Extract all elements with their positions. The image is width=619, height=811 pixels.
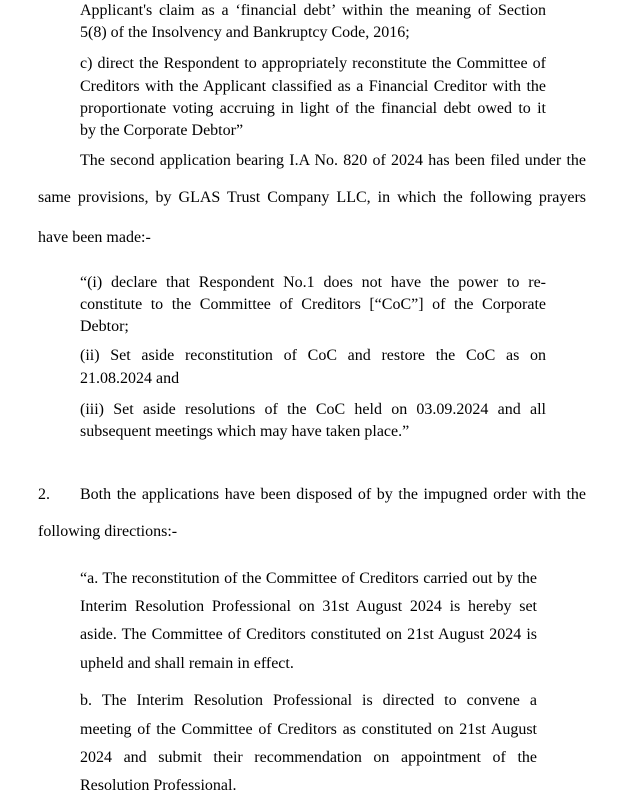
prayer-b-line-1: Applicant's claim as a ‘financial debt’ within the meaning of Section <box>80 2 546 19</box>
direction-a-line-3: aside. The Committee of Creditors constituted on 21st August 2024 is <box>80 626 537 643</box>
direction-b-line-1: b. The Interim Resolution Professional is directed to convene a <box>80 692 537 709</box>
second-app-line-1: The second application bearing I.A No. 820 of 2024 has been filed under the <box>80 152 586 169</box>
direction-a-line-1: “a. The reconstitution of the Committee of Creditors carried out by the <box>80 570 537 587</box>
prayer-i-line-3: Debtor; <box>80 318 129 335</box>
para-2-line-1: Both the applications have been disposed of by the impugned order with the <box>80 486 586 503</box>
para-2-line-2: following directions:- <box>38 523 178 540</box>
direction-a-line-4: upheld and shall remain in effect. <box>80 655 294 672</box>
direction-a-line-2: Interim Resolution Professional on 31st August 2024 is hereby set <box>80 598 537 615</box>
prayer-i-line-1: “(i) declare that Respondent No.1 does not have the power to re- <box>80 274 546 291</box>
prayer-c-line-4: by the Corporate Debtor” <box>80 122 244 139</box>
prayer-ii-line-2: 21.08.2024 and <box>80 370 180 387</box>
prayer-b-line-2: 5(8) of the Insolvency and Bankruptcy Code, 2016; <box>80 24 410 41</box>
prayer-c-line-2: Creditors with the Applicant classified as a Financial Creditor with the <box>80 78 546 95</box>
second-app-line-3: have been made:- <box>38 229 151 246</box>
para-2-number: 2. <box>38 486 50 503</box>
second-app-line-2: same provisions, by GLAS Trust Company LLC, in which the following prayers <box>38 189 586 206</box>
direction-b-line-3: 2024 and submit their recommendation on appointment of the <box>80 749 537 766</box>
prayer-ii-line-1: (ii) Set aside reconstitution of CoC and restore the CoC as on <box>80 347 546 364</box>
prayer-iii-line-1: (iii) Set aside resolutions of the CoC held on 03.09.2024 and all <box>80 401 546 418</box>
direction-b-line-2: meeting of the Committee of Creditors as constituted on 21st August <box>80 721 537 738</box>
direction-b-line-4: Resolution Professional. <box>80 777 237 794</box>
prayer-c-line-1: c) direct the Respondent to appropriately reconstitute the Committee of <box>80 55 546 72</box>
prayer-iii-line-2: subsequent meetings which may have taken place.” <box>80 423 410 440</box>
prayer-i-line-2: constitute to the Committee of Creditors [“CoC”] of the Corporate <box>80 296 546 313</box>
prayer-c-line-3: proportionate voting accruing in light of the financial debt owed to it <box>80 100 546 117</box>
